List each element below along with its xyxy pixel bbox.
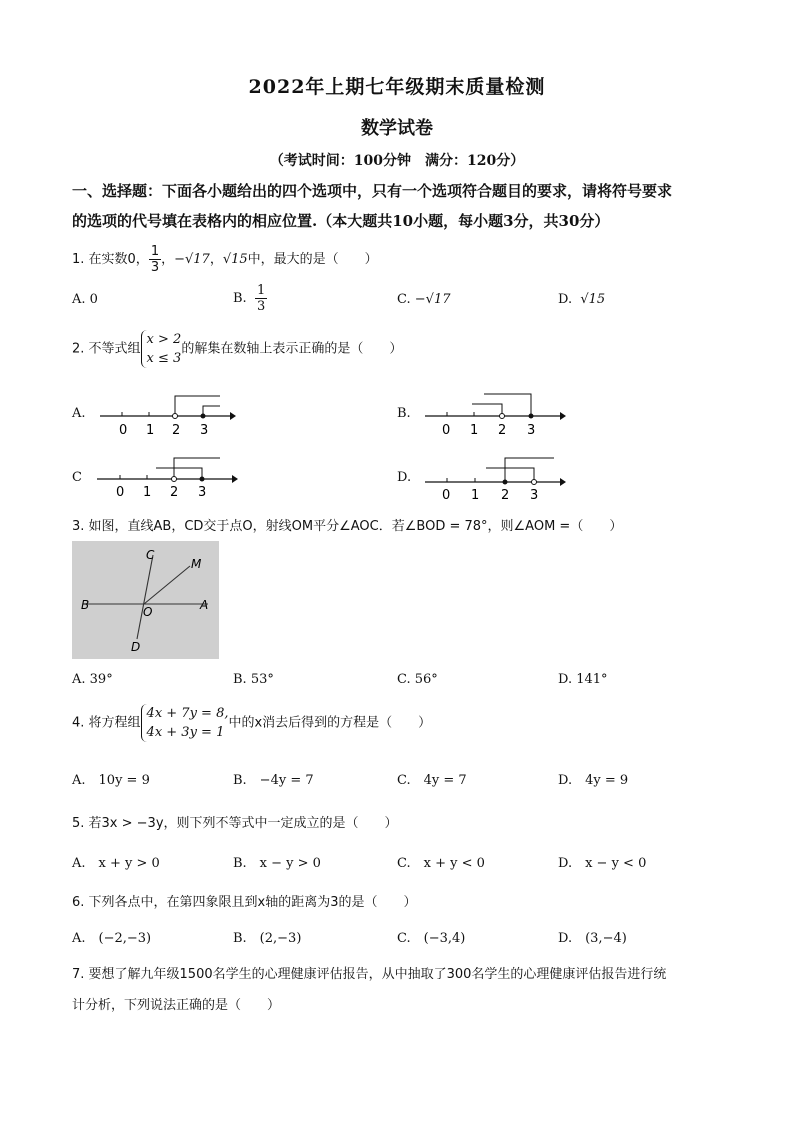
tick-2: 2 [172,423,181,438]
q3-option-d[interactable]: D. 141° [558,672,608,687]
q3-option-a[interactable]: A. 39° [72,672,113,687]
tick-2: 2 [170,485,179,500]
q1-option-a[interactable]: A. 0 [72,292,98,307]
q2-system: x > 2 x ≤ 3 [141,330,182,368]
tick-3: 3 [200,423,209,438]
label-a: A [200,598,209,612]
question-3: 3. 如图，直线AB，CD交于点O，射线OM平分∠AOC．若∠BOD = 78°，则∠AOM =（ ） [72,519,623,534]
question-2: 2. 不等式组 x > 2 x ≤ 3 的解集在数轴上表示正确的是（ ） [72,332,403,366]
q2-option-d-label[interactable]: D. [397,470,412,485]
tick-1: 1 [470,423,479,438]
tick-3: 3 [198,485,207,500]
question-7-line1: 7. 要想了解九年级1500名学生的心理健康评估报告，从中抽取了300名学生的心理健康评估报告进行统 [72,967,667,982]
question-6: 6. 下列各点中，在第四象限且到x轴的距离为3的是（ ） [72,895,417,910]
section-instruction-line2: 的选项的代号填在表格内的相应位置.（本大题共10小题，每小题3分，共30分） [72,212,610,230]
tick-3: 3 [530,488,539,503]
q1-sqrt15: √15 [222,252,248,267]
q3-option-c[interactable]: C. 56° [397,672,438,687]
tick-0: 0 [442,423,451,438]
q3-option-b[interactable]: B. 53° [233,672,274,687]
q1-option-b[interactable]: B. $\frac{1}{3}$ [233,283,266,314]
q2-numberline-a[interactable] [95,390,240,440]
q6-option-c[interactable]: C. (−3,4) [397,931,466,946]
q2-option-c-label[interactable]: C [72,470,82,485]
question-1: 1. 在实数0， $\frac{1}{3}$ ，−√17，√15中，最大的是（ ） [72,244,378,275]
question-4: 4. 将方程组 4x + 7y = 8, 4x + 3y = 1 中的x消去后得到的方程是（ ） [72,706,432,740]
q2-numberline-d[interactable] [420,454,570,504]
label-o: O [143,605,153,619]
q2-numberline-c[interactable] [92,452,242,502]
q1-suffix: 中，最大的是（ ） [247,252,378,267]
tick-0: 0 [442,488,451,503]
question-7-line2: 计分析，下列说法正确的是（ ） [72,998,281,1013]
tick-0: 0 [119,423,128,438]
exam-info: （考试时间：100分钟 满分：120分） [269,153,525,169]
q1-option-c[interactable]: C. −√17 [397,292,451,307]
q2-option-b-label[interactable]: B. [397,406,411,421]
q6-option-b[interactable]: B. (2,−3) [233,931,302,946]
q1-neg-sqrt: −√17 [174,252,210,267]
q4-system: 4x + 7y = 8, 4x + 3y = 1 [141,704,229,742]
q2-option-a-label[interactable]: A. [72,406,86,421]
label-c: C [146,548,155,562]
q4-option-c[interactable]: C. 4y = 7 [397,773,467,788]
tick-2: 2 [501,488,510,503]
section-instruction-line1: 一、选择题：下面各小题给出的四个选项中，只有一个选项符合题目的要求，请将符号要求 [72,182,673,200]
q5-option-c[interactable]: C. x + y < 0 [397,856,485,871]
q6-option-d[interactable]: D. (3,−4) [558,931,627,946]
page-subtitle: 数学试卷 [361,118,433,139]
label-d: D [131,640,141,654]
q4-option-a[interactable]: A. 10y = 9 [72,773,150,788]
q6-option-a[interactable]: A. (−2,−3) [72,931,152,946]
q5-option-a[interactable]: A. x + y > 0 [72,856,160,871]
label-m: M [191,557,202,571]
q1-fraction: $\frac{1}{3}$ [150,244,160,275]
tick-1: 1 [471,488,480,503]
tick-2: 2 [498,423,507,438]
q1-prefix: 1. 在实数0， [72,252,149,267]
tick-3: 3 [527,423,536,438]
q1-option-d[interactable]: D. √15 [558,292,606,307]
q5-option-b[interactable]: B. x − y > 0 [233,856,321,871]
q4-option-d[interactable]: D. 4y = 9 [558,773,629,788]
label-b: B [81,598,90,612]
page-title: 2022年上期七年级期末质量检测 [248,76,546,98]
tick-1: 1 [143,485,152,500]
q2-numberline-b[interactable] [420,388,570,440]
q4-option-b[interactable]: B. −4y = 7 [233,773,314,788]
question-5: 5. 若3x > −3y，则下列不等式中一定成立的是（ ） [72,816,398,831]
q5-option-d[interactable]: D. x − y < 0 [558,856,647,871]
tick-0: 0 [116,485,125,500]
tick-1: 1 [146,423,155,438]
q3-figure [72,541,219,659]
